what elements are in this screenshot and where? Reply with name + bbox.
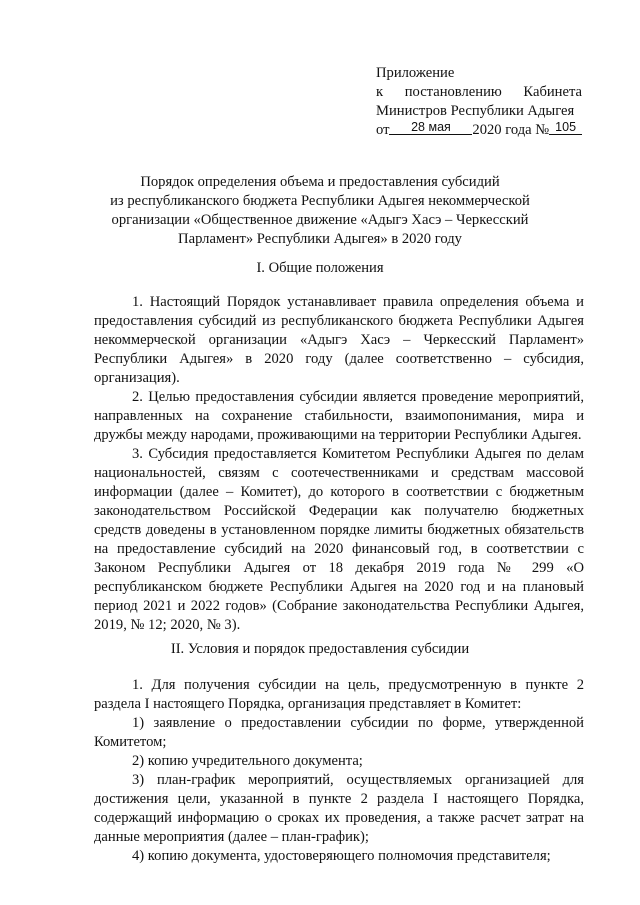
section-2-heading: II. Условия и порядок предоставления субсидии <box>170 641 470 657</box>
document-title <box>80 173 560 249</box>
date-mid: 2020 года № <box>472 122 550 138</box>
section-2-body <box>94 676 584 866</box>
date-prefix: от <box>376 122 390 138</box>
annex-line-2-mid: постановлению <box>404 84 502 100</box>
annex-line-3: Министров Республики Адыгея <box>376 103 575 119</box>
section-1-paragraph-2: 2. Целью предоставления субсидии является проведение мероприятий, направленных на сохранение стабильности, взаимопонимания, мира и дружбы между народами, проживающими на территории Республики Адыгея. <box>94 389 584 443</box>
section-1-body <box>94 293 584 635</box>
annex-line-2 <box>376 83 582 102</box>
section-1-paragraph-1: 1. Настоящий Порядок устанавливает правила определения объема и предоставления субсидий из республиканского бюджета Республики Адыгея некоммерческой организации «Адыгэ Хасэ – Черкесский Парламент» Республики Адыгея» в 2020 году (далее соответственно – субсидия, организация). <box>94 294 584 386</box>
section-1-paragraph-3: 3. Субсидия предоставляется Комитетом Республики Адыгея по делам национальностей, связям с соотечественниками и средствам массовой информации (далее – Комитет), до которого в соответствии с бюджетным законодательством Российской Федерации как получателю бюджетных средств доведены в установленном порядке лимиты бюджетных обязательств на предоставление субсидий на 2020 финансовый год, в соответствии с Законом Республики Адыгея от 18 декабря 2019 года № 299 «О республиканском бюджете Республики Адыгея на 2020 год и на плановый период 2021 и 2022 годов» (Собрание законодательства Республики Адыгея, 2019, № 12; 2020, № 3). <box>94 446 584 633</box>
handwritten-date: 28 мая <box>389 121 472 135</box>
handwritten-number: 105 <box>549 121 582 135</box>
section-2-item-3: 3) план-график мероприятий, осуществляемых организацией для достижения цели, указанной в пункте 2 раздела I настоящего Порядка, содержащий информацию о сроках их проведения, а также расчет затрат на данные мероприятия (далее – план-график); <box>94 772 584 845</box>
section-2-item-2: 2) копию учредительного документа; <box>132 753 363 769</box>
section-2-paragraph-1: 1. Для получения субсидии на цель, предусмотренную в пункте 2 раздела I настоящего Порядка, организация представляет в Комитет: <box>94 677 584 712</box>
title-line-2: из республиканского бюджета Республики Адыгея некоммерческой <box>110 193 530 209</box>
section-1-heading: I. Общие положения <box>256 260 384 276</box>
section-2-item-1: 1) заявление о предоставлении субсидии по форме, утвержденной Комитетом; <box>94 715 584 750</box>
annex-line-2-right: Кабинета <box>523 84 582 100</box>
title-line-3: организации «Общественное движение «Адыгэ Хасэ – Черкесский <box>111 212 529 228</box>
annex-block <box>376 64 582 140</box>
section-2-item-4: 4) копию документа, удостоверяющего полномочия представителя; <box>132 848 551 864</box>
title-line-4: Парламент» Республики Адыгея» в 2020 году <box>178 231 462 247</box>
title-line-1: Порядок определения объема и предоставления субсидий <box>140 174 500 190</box>
annex-date-line <box>376 121 582 140</box>
annex-line-1: Приложение <box>376 65 455 81</box>
annex-line-2-left: к <box>376 84 384 100</box>
